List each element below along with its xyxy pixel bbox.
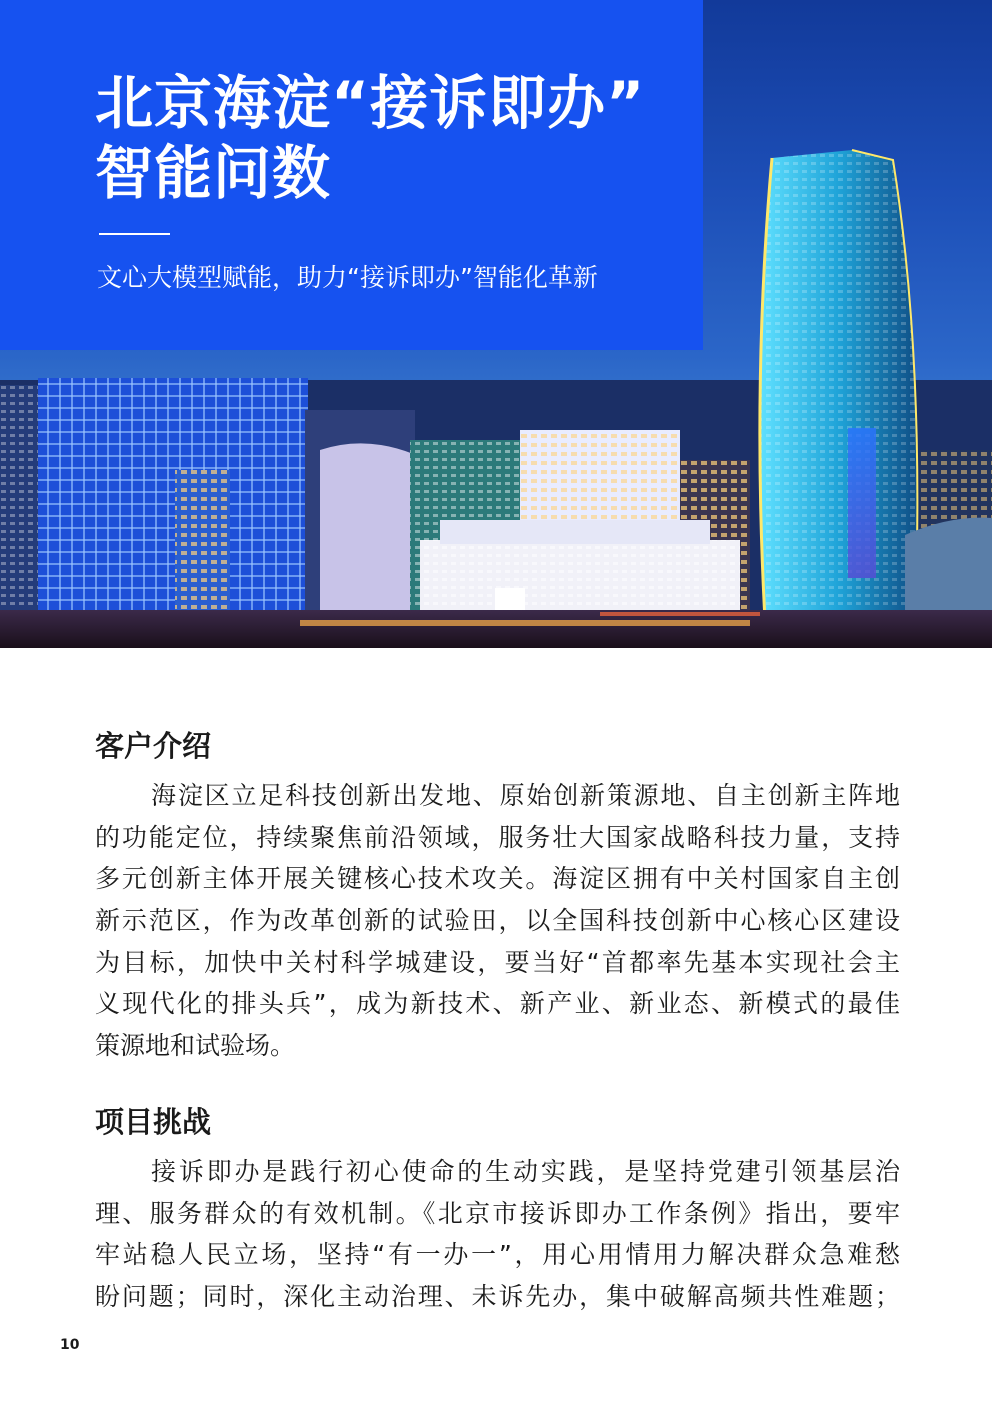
paragraph-line: 海淀区立足科技创新出发地、原始创新策源地、自主创新主阵地 <box>151 781 900 810</box>
paragraph-line: 新示范区，作为改革创新的试验田，以全国科技创新中心核心区建设 <box>95 906 900 936</box>
title-divider <box>99 233 170 235</box>
paragraph-line: 的功能定位，持续聚焦前沿领域，服务壮大国家战略科技力量，支持 <box>95 822 900 852</box>
title-panel <box>0 0 703 350</box>
section-title-customer: 客户介绍 <box>95 729 212 763</box>
page-title <box>95 68 695 208</box>
section-title-challenge: 项目挑战 <box>95 1105 212 1139</box>
paragraph-line: 盼问题；同时，深化主动治理、未诉先办，集中破解高频共性难题； <box>95 1282 900 1312</box>
paragraph-line: 多元创新主体开展关键核心技术攻关。海淀区拥有中关村国家自主创 <box>95 864 900 894</box>
title-line-1: 北京海淀“接诉即办” <box>95 69 646 137</box>
section-body-challenge <box>95 1151 900 1318</box>
paragraph-line: 接诉即办是践行初心使命的生动实践，是坚持党建引领基层治 <box>151 1157 900 1186</box>
title-line-2: 智能问数 <box>95 139 332 207</box>
section-body-customer <box>95 775 900 1067</box>
paragraph-line: 为目标，加快中关村科学城建设，要当好“首都率先基本实现社会主 <box>95 947 900 977</box>
hero-banner <box>0 0 992 648</box>
paragraph-line: 理、服务群众的有效机制。《北京市接诉即办工作条例》指出，要牢 <box>95 1198 900 1228</box>
paragraph-line: 义现代化的排头兵”，成为新技术、新产业、新业态、新模式的最佳 <box>95 989 900 1019</box>
paragraph-line: 牢站稳人民立场，坚持“有一办一”，用心用情用力解决群众急难愁 <box>95 1240 900 1270</box>
page-number: 10 <box>60 1337 80 1353</box>
paragraph-line: 策源地和试验场。 <box>95 1031 296 1061</box>
subtitle: 文心大模型赋能，助力“接诉即办”智能化革新 <box>97 263 598 292</box>
